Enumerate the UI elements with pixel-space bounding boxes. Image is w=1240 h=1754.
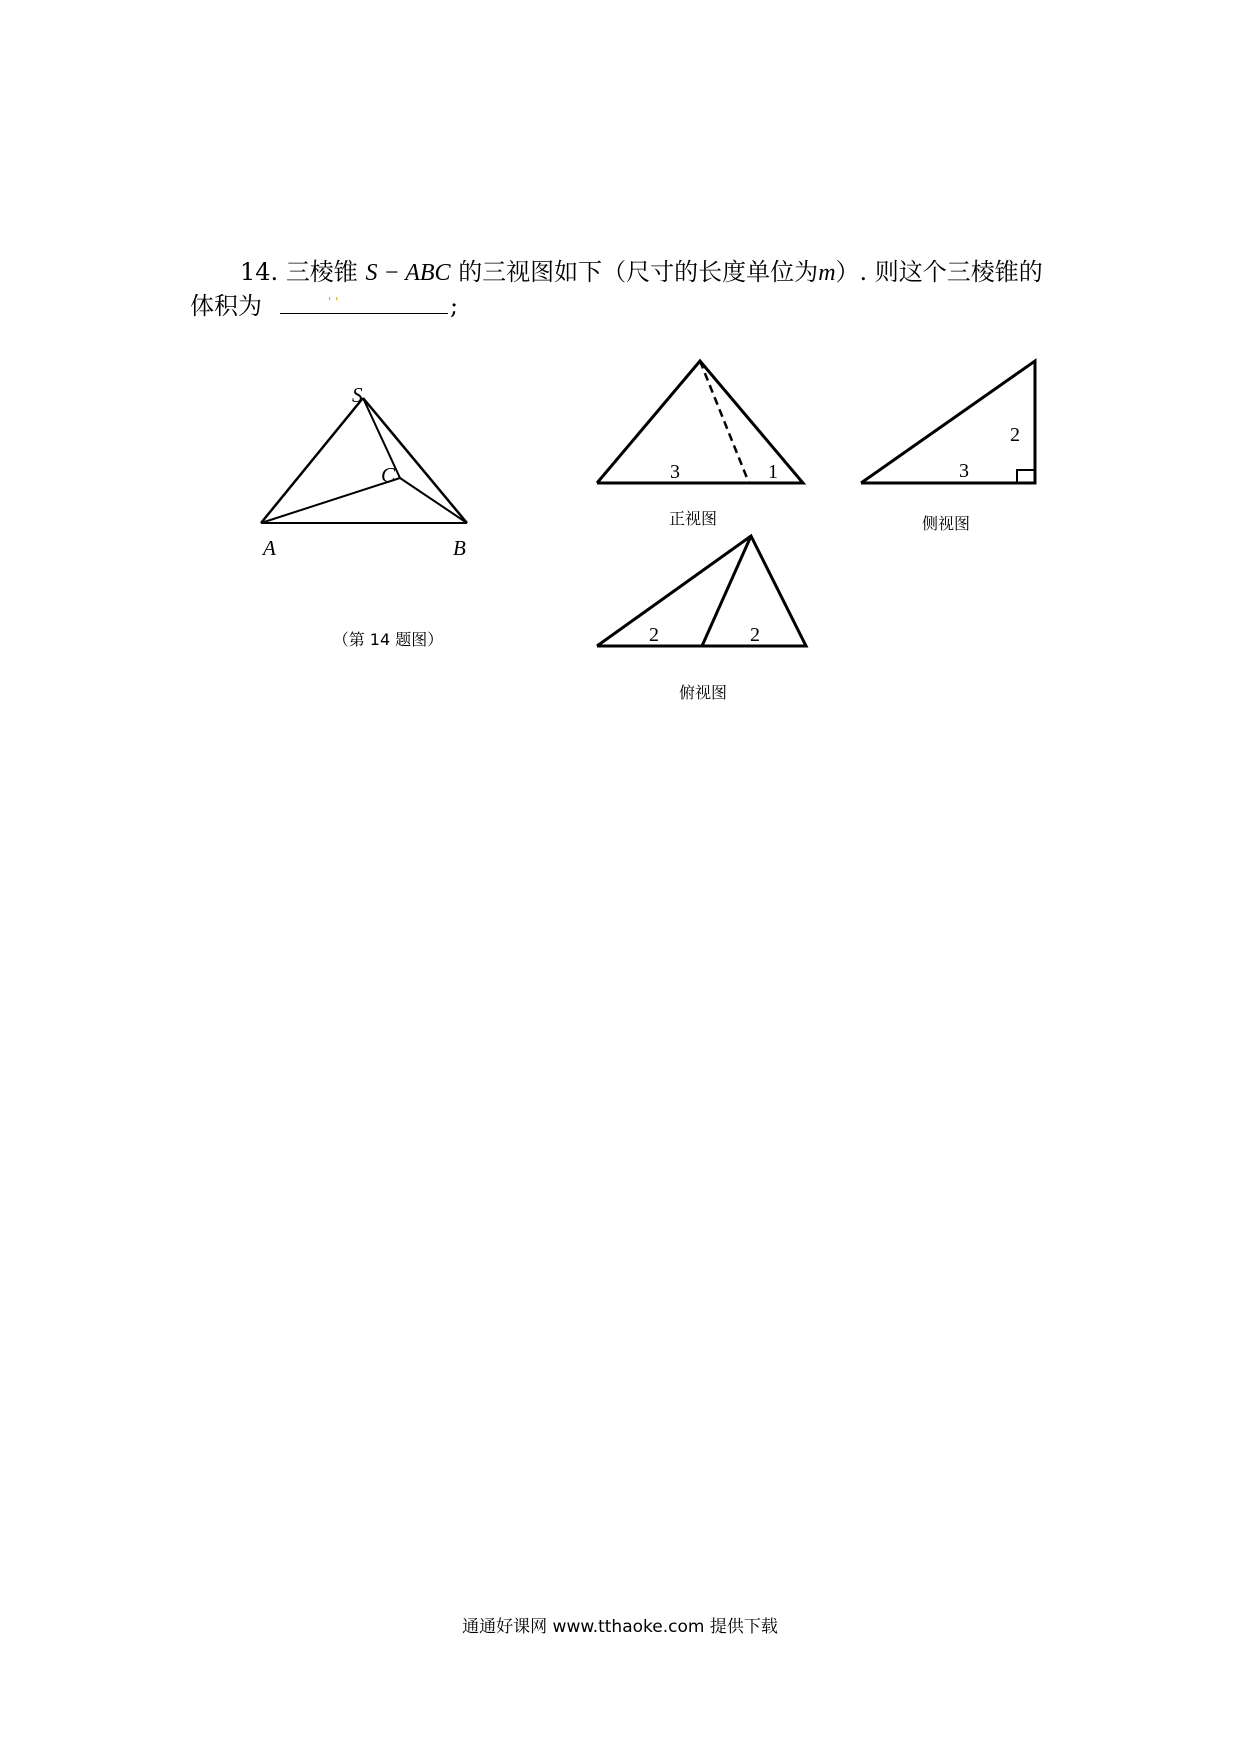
label-B: B	[453, 536, 466, 560]
blank-end: ;	[450, 292, 459, 320]
edge-CB	[400, 478, 467, 523]
footer-text: 通通好课网 www.tthaoke.com 提供下载	[462, 1617, 778, 1637]
question-text-b: 的三视图如下（尺寸的长度单位为	[458, 258, 819, 286]
side-dim-height: 2	[1010, 424, 1020, 446]
top-view-caption: 俯视图	[678, 683, 728, 702]
figure-caption: （第 14 题图）	[332, 630, 444, 649]
figures-canvas	[0, 0, 1240, 760]
question-expr: S − ABC	[365, 260, 451, 286]
label-A: A	[263, 536, 276, 560]
edge-AC	[261, 478, 400, 523]
question-line2-text: 体积为	[190, 292, 262, 320]
front-dim-right: 1	[768, 461, 778, 483]
label-C: C	[381, 463, 396, 487]
question-unit: m	[818, 260, 836, 286]
right-angle-mark	[1017, 470, 1035, 483]
blank-marks: ' '	[328, 295, 339, 309]
question-number: 14.	[240, 258, 279, 286]
top-dim-left: 2	[649, 624, 659, 646]
edge-SA	[261, 398, 363, 523]
top-view	[597, 536, 806, 646]
pyramid-figure	[261, 398, 467, 523]
question-text-c: ）. 则这个三棱锥的	[835, 258, 1043, 286]
label-S: S	[352, 383, 363, 407]
edge-SB	[363, 398, 467, 523]
front-dim-left: 3	[670, 461, 680, 483]
question-text-a: 三棱锥	[285, 258, 358, 286]
top-dim-right: 2	[750, 624, 760, 646]
front-view-caption: 正视图	[668, 509, 718, 528]
side-view	[861, 361, 1035, 483]
side-view-caption: 侧视图	[921, 514, 971, 533]
front-view-hidden-edge	[700, 361, 749, 483]
side-dim-base: 3	[959, 460, 969, 482]
